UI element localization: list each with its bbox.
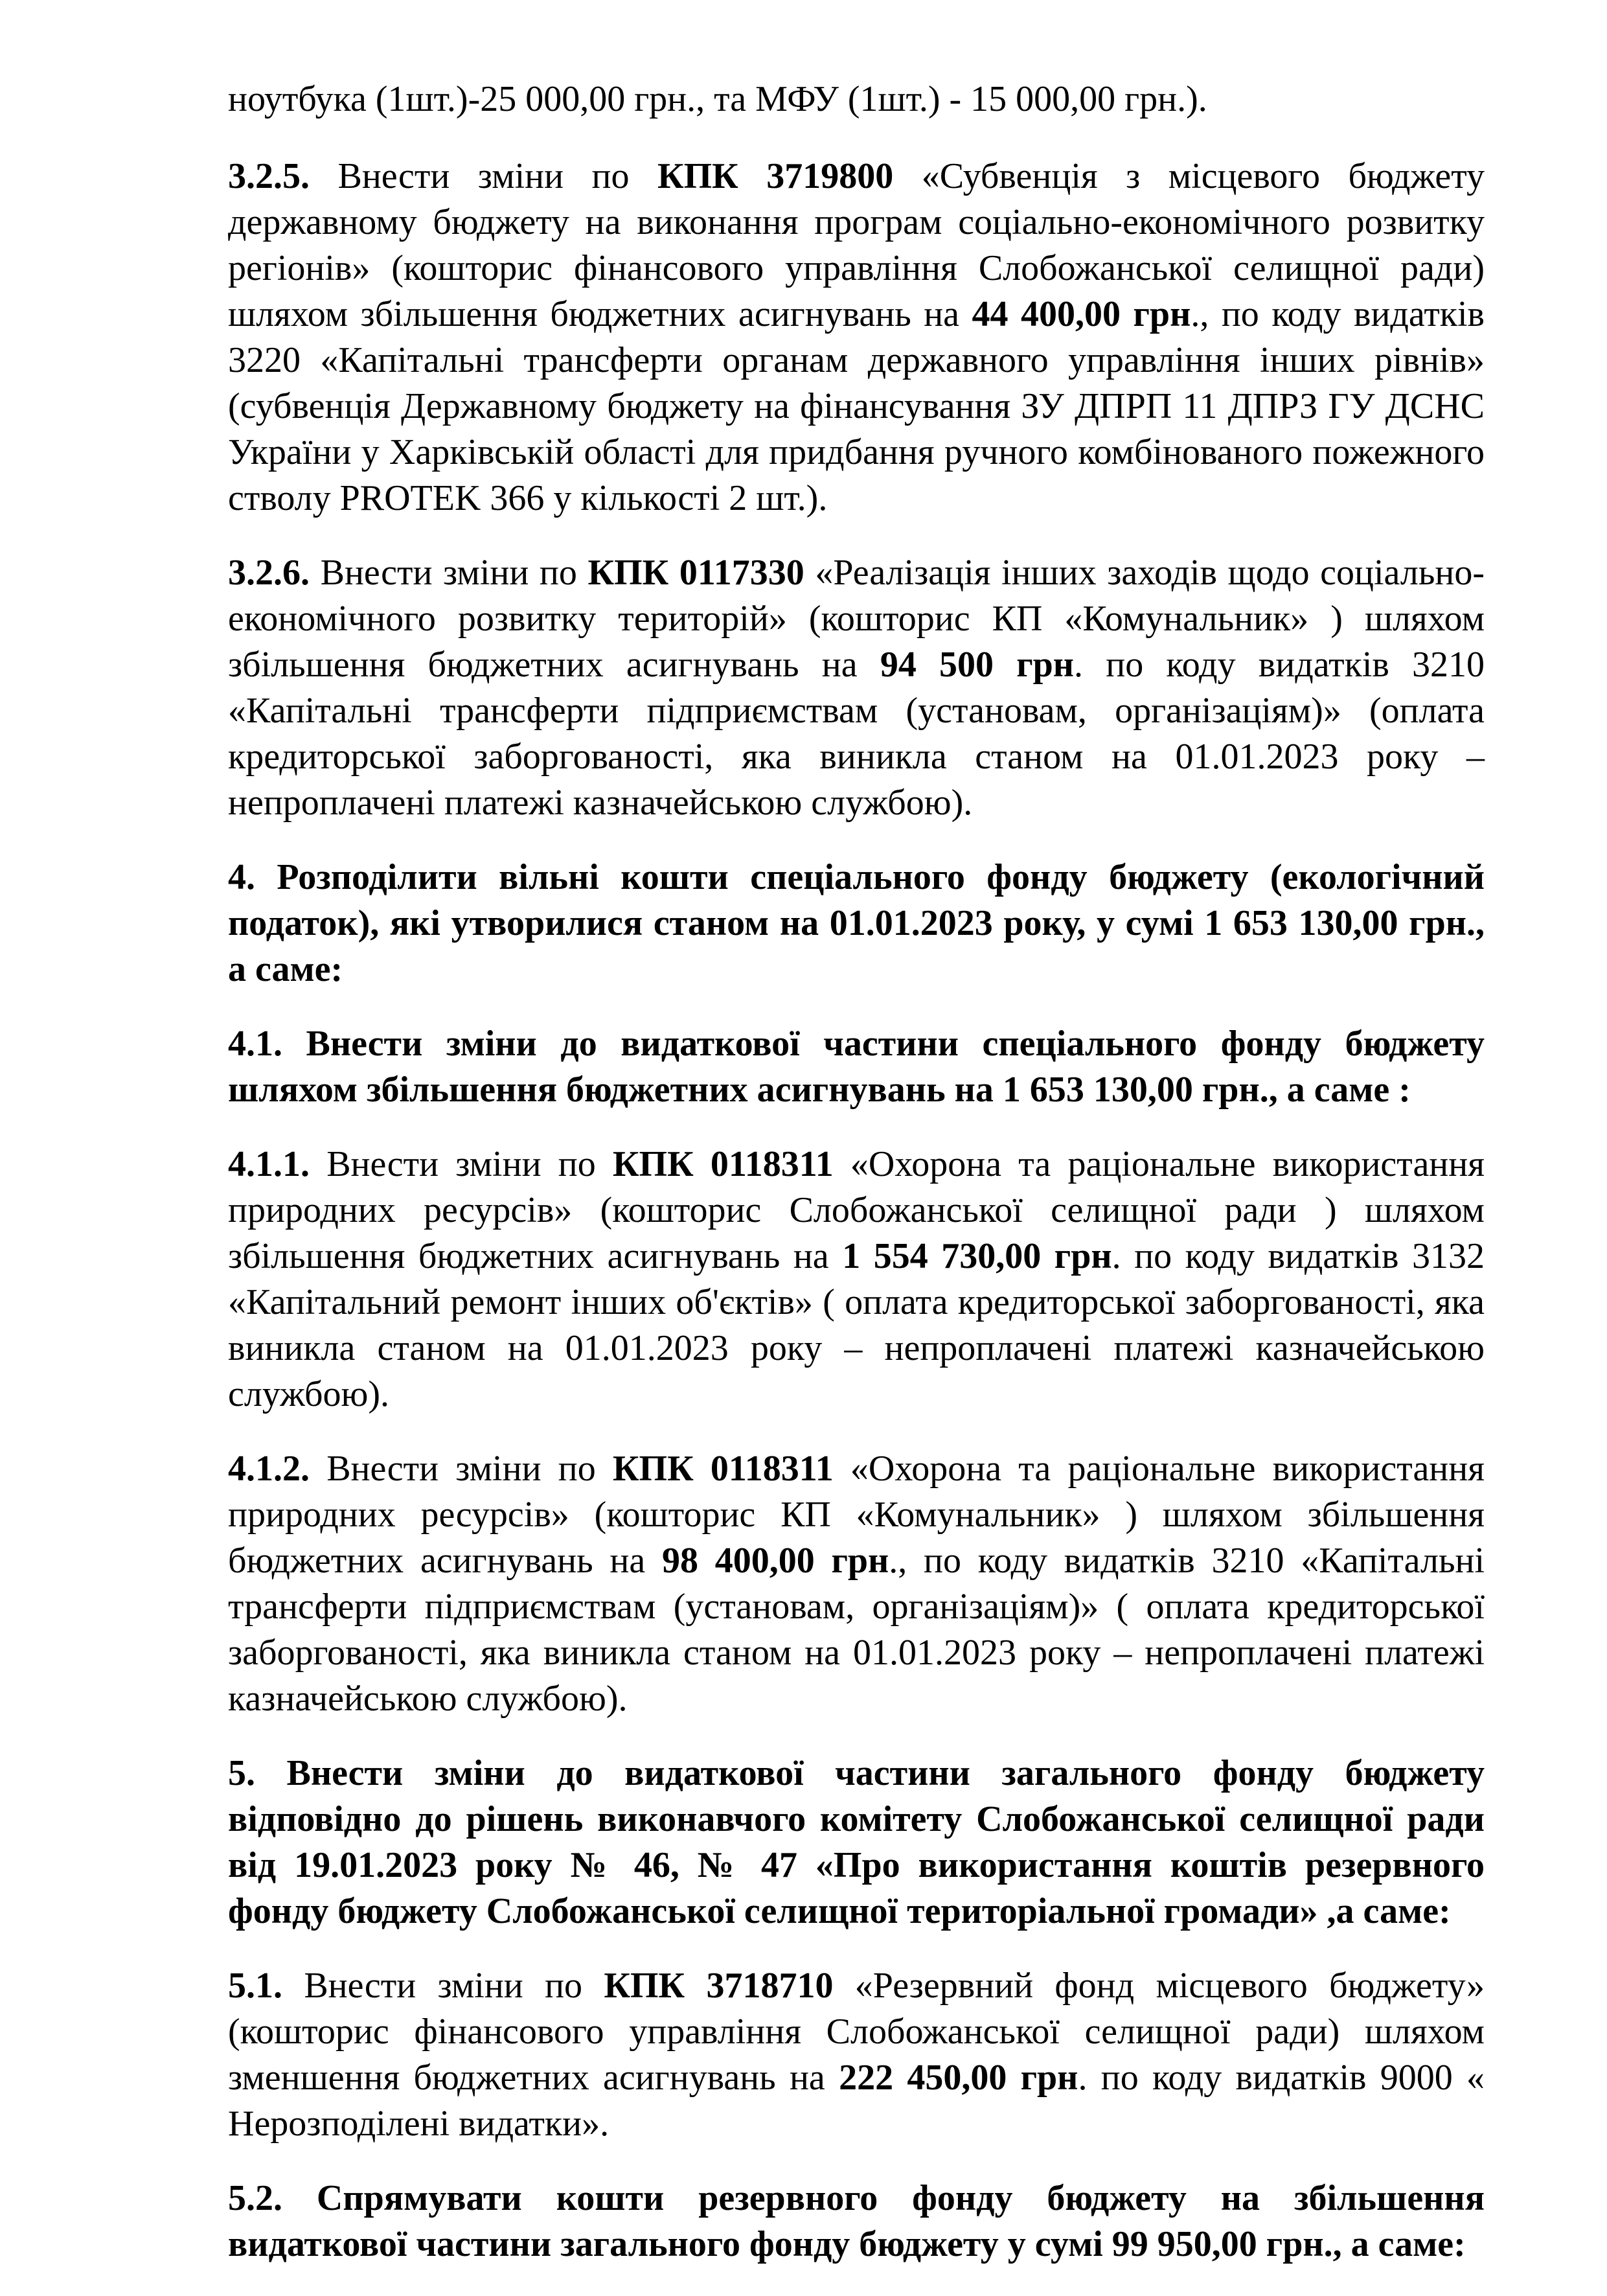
- amount: 94 500 грн: [880, 645, 1075, 685]
- text: «Охорона та раціональне використання природних ресурсів» (кошторис КП «Комунальник» ) шляхом збільшення бюджетних асигнувань на: [228, 1449, 1485, 1581]
- item-number: 3.2.6.: [228, 553, 310, 593]
- text: ., по коду видатків 3210 «Капітальні трансферти підприємствам (установам, організаціям)» ( оплата кредиторської заборгованості, яка виникла станом на 01.01.2023 року – непроплачені платежі казначейською службою).: [228, 1541, 1485, 1719]
- item-number: 5.1.: [228, 1966, 282, 2006]
- paragraph-4: 4. Розподілити вільні кошти спеціального фонду бюджету (екологічний податок), які утворилися станом на 01.01.2023 року, у сумі 1 653 130,00 грн., а саме:: [228, 857, 1485, 989]
- intro-line: ноутбука (1шт.)-25 000,00 грн., та МФУ (1шт.) - 15 000,00 грн.).: [228, 79, 1207, 119]
- text: Внести зміни по: [310, 1144, 613, 1184]
- paragraph-5: 5. Внести зміни до видаткової частини загального фонду бюджету відповідно до рішень виконавчого комітету Слобожанської селищної ради від 19.01.2023 року № 46, № 47 «Про використання коштів резервного фонду бюджету Слобожанської селищної територіальної громади» ,а саме:: [228, 1753, 1485, 1931]
- kpk-code: КПК 3719800: [657, 156, 894, 196]
- item-number: 4.1.2.: [228, 1449, 310, 1489]
- document-page: [228, 76, 1485, 2296]
- paragraph-5-2: 5.2. Спрямувати кошти резервного фонду бюджету на збільшення видаткової частини загального фонду бюджету у сумі 99 950,00 грн., а саме:: [228, 2178, 1485, 2264]
- kpk-code: КПК 0118311: [612, 1144, 834, 1184]
- text: Внести зміни по: [310, 156, 657, 196]
- paragraph-4-1: 4.1. Внести зміни до видаткової частини спеціального фонду бюджету шляхом збільшення бюджетних асигнувань на 1 653 130,00 грн., а саме :: [228, 1024, 1485, 1110]
- text: Внести зміни по: [310, 553, 588, 593]
- item-number: 4.1.1.: [228, 1144, 310, 1184]
- text: «Охорона та раціональне використання природних ресурсів» (кошторис Слобожанської селищної ради ) шляхом збільшення бюджетних асигнувань на: [228, 1144, 1485, 1276]
- text: «Субвенція з місцевого бюджету державному бюджету на виконання програм соціально-економічного розвитку регіонів» (кошторис фінансового управління Слобожанської селищної ради) шляхом збільшення бюджетних асигнувань на: [228, 156, 1485, 334]
- item-number: 3.2.5.: [228, 156, 310, 196]
- text: . по коду видатків 3210 «Капітальні трансферти підприємствам (установам, організаціям)» (оплата кредиторської заборгованості, яка виникла станом на 01.01.2023 року – непроплачені платежі казначейською службою).: [228, 645, 1485, 823]
- text: . по коду видатків 9000 « Нерозподілені видатки».: [228, 2058, 1485, 2144]
- kpk-code: КПК 0117330: [587, 553, 804, 593]
- paragraph-3-2-6: [228, 550, 1485, 826]
- text: ., по коду видатків 3220 «Капітальні трансферти органам державного управління інших рівнів» (субвенція Державному бюджету на фінансування ЗУ ДПРП 11 ДПРЗ ГУ ДСНС України у Харківській області для придбання ручного комбінованого пожежного стволу PROTEK 366 у кількості 2 шт.).: [228, 294, 1485, 518]
- paragraph-3-2-5: [228, 154, 1485, 522]
- paragraph-5-1: [228, 1963, 1485, 2147]
- amount: 44 400,00 грн: [972, 294, 1191, 334]
- amount: 98 400,00 грн: [661, 1541, 889, 1581]
- text: Внести зміни по: [310, 1449, 613, 1489]
- kpk-code: КПК 3718710: [604, 1966, 834, 2006]
- amount: 1 554 730,00 грн: [842, 1236, 1112, 1276]
- text: . по коду видатків 3132 «Капітальний ремонт інших об'єктів» ( оплата кредиторської заборгованості, яка виникла станом на 01.01.2023 року – непроплачені платежі казначейською службою).: [228, 1236, 1485, 1414]
- amount: 222 450,00 грн: [839, 2058, 1078, 2098]
- paragraph-4-1-1: [228, 1142, 1485, 1418]
- kpk-code: КПК 0118311: [612, 1449, 834, 1489]
- paragraph-4-1-2: [228, 1446, 1485, 1722]
- text: «Реалізація інших заходів щодо соціально-економічного розвитку територій» (кошторис КП «Комунальник» ) шляхом збільшення бюджетних асигнувань на: [228, 553, 1485, 685]
- text: Внести зміни по: [282, 1966, 604, 2006]
- text: «Резервний фонд місцевого бюджету» (кошторис фінансового управління Слобожанської селищної ради) шляхом зменшення бюджетних асигнувань на: [228, 1966, 1485, 2098]
